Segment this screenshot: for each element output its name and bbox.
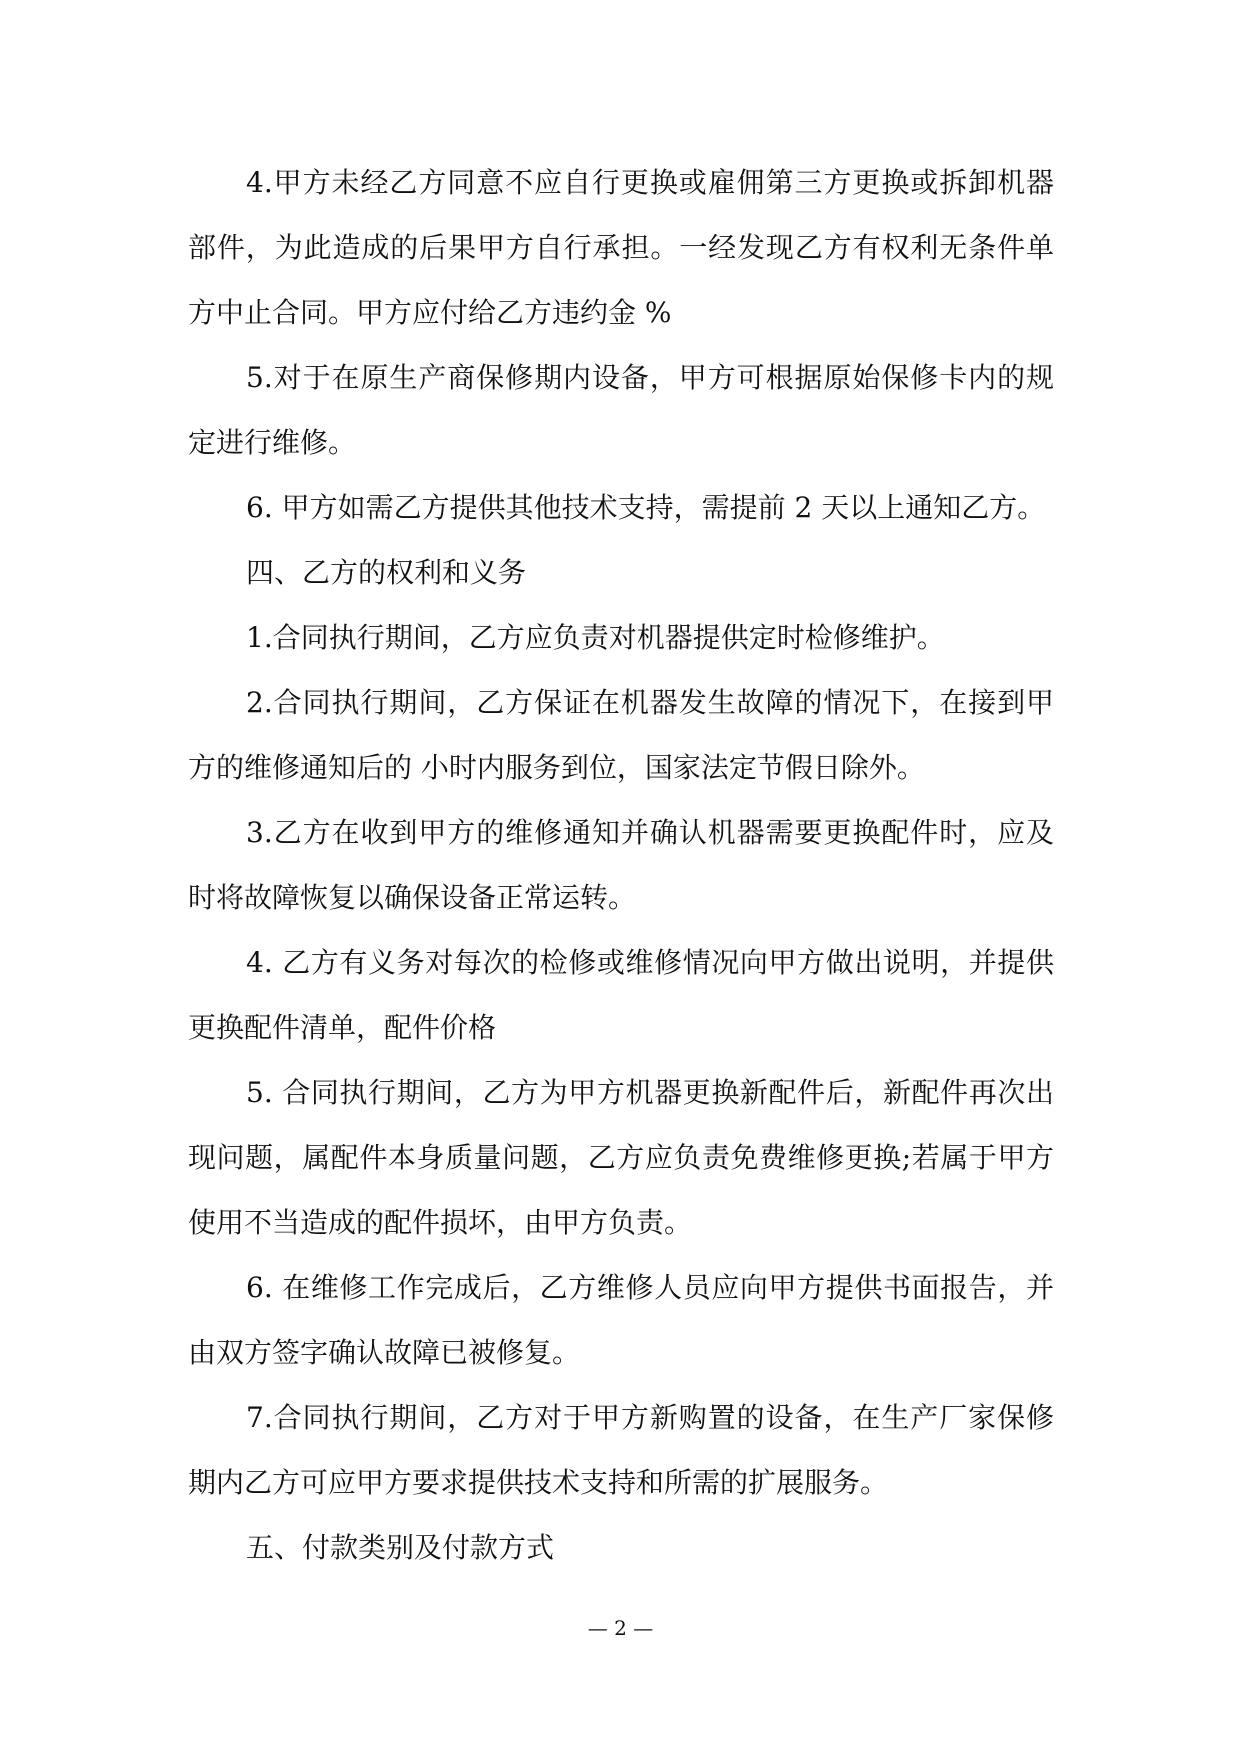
clause-party-b-7: 7.合同执行期间，乙方对于甲方新购置的设备，在生产厂家保修期内乙方可应甲方要求提供技术支持和所需的扩展服务。 [188, 1401, 1054, 1499]
clause-party-b-2: 2.合同执行期间，乙方保证在机器发生故障的情况下，在接到甲方的维修通知后的 小时内服务到位，国家法定节假日除外。 [188, 686, 1054, 784]
section-heading-party-b-rights: 四、乙方的权利和义务 [246, 556, 527, 589]
clause-party-b-1: 1.合同执行期间，乙方应负责对机器提供定时检修维护。 [246, 621, 945, 654]
clause-party-a-6: 6. 甲方如需乙方提供其他技术支持，需提前 2 天以上通知乙方。 [246, 491, 1046, 524]
clause-party-b-4: 4. 乙方有义务对每次的检修或维修情况向甲方做出说明，并提供更换配件清单，配件价格 [188, 946, 1054, 1044]
clause-party-b-3: 3.乙方在收到甲方的维修通知并确认机器需要更换配件时，应及时将故障恢复以确保设备正常运转。 [188, 816, 1054, 914]
document-body [188, 150, 1054, 1580]
clause-party-a-5: 5.对于在原生产商保修期内设备，甲方可根据原始保修卡内的规定进行维修。 [188, 361, 1054, 459]
clause-party-b-5: 5. 合同执行期间，乙方为甲方机器更换新配件后，新配件再次出现问题，属配件本身质量问题，乙方应负责免费维修更换;若属于甲方使用不当造成的配件损坏，由甲方负责。 [188, 1076, 1054, 1239]
clause-party-a-4: 4.甲方未经乙方同意不应自行更换或雇佣第三方更换或拆卸机器部件，为此造成的后果甲方自行承担。一经发现乙方有权利无条件单方中止合同。甲方应付给乙方违约金 % [188, 166, 1054, 329]
section-heading-payment: 五、付款类别及付款方式 [246, 1531, 555, 1564]
clause-party-b-6: 6. 在维修工作完成后，乙方维修人员应向甲方提供书面报告，并由双方签字确认故障已被修复。 [188, 1271, 1054, 1369]
page-number: — 2 — [587, 1616, 654, 1640]
